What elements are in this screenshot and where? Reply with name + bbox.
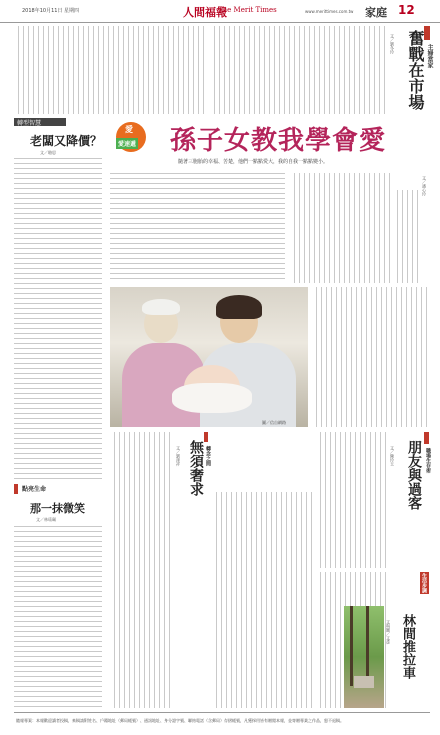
column-label: 生活步調 <box>421 573 427 593</box>
article-author: 文與圖／文彥 <box>386 620 391 644</box>
tree-trunk <box>350 606 353 686</box>
column-label: 主婦當家 <box>426 44 433 68</box>
article-title: 奮戰在市場 <box>406 30 425 110</box>
article-title: 林間推拉車 <box>400 614 415 679</box>
column-label: 點亮生命 <box>22 486 47 493</box>
footer-divider <box>14 712 430 713</box>
article-author: 文／劉冬玲 <box>390 34 395 54</box>
family-photo <box>110 287 308 427</box>
article-title: 老闆又降價？ <box>30 134 103 148</box>
article-body-text <box>210 26 385 114</box>
page-header <box>0 0 440 23</box>
tree-trunk <box>366 606 369 686</box>
grandfather-hair <box>142 299 180 315</box>
newspaper-logo: 人間福報 <box>183 6 227 19</box>
article-author: 文／陳玲玉 <box>390 446 395 466</box>
main-article-text-right <box>290 173 390 283</box>
badge-label: 愛速遞 <box>116 138 138 149</box>
badge-heart-label: 愛 <box>125 125 133 134</box>
article-title: 無須奢求 <box>188 440 204 496</box>
article-author: 文／駱思 <box>40 150 56 155</box>
article-body-text <box>14 158 102 480</box>
main-article-text-lower <box>312 287 430 427</box>
column-label: 轉念之間 <box>205 446 211 466</box>
main-article-text-upper <box>110 173 285 283</box>
push-cart <box>354 676 374 688</box>
forest-photo <box>344 606 384 708</box>
column-label: 職場生存術 <box>425 448 431 473</box>
article-author: 文／劉澤祥 <box>176 446 181 466</box>
previous-article-text <box>14 26 204 114</box>
main-article-author: 文／潘心玲 <box>422 176 427 196</box>
article-title: 那一抹微笑 <box>30 502 85 515</box>
article-title: 朋友與過客 <box>406 440 422 510</box>
column-tag <box>390 572 430 612</box>
page-number: 12 <box>398 3 415 17</box>
column-marker <box>424 432 429 444</box>
baby-blanket <box>172 383 252 413</box>
issue-date: 2018年10月11日 星期四 <box>22 8 80 14</box>
grandmother-hair <box>216 295 262 319</box>
feature-title: 孫子女教我學會愛 <box>170 126 387 156</box>
article-body-text <box>212 492 312 708</box>
feature-subtitle: 隨著三胞胎的幸福、苦楚，他們一點點愛大，我的自我一點點變小。 <box>178 159 329 165</box>
article-body-text <box>316 432 386 568</box>
website-url: www.merittimes.com.tw <box>305 9 354 14</box>
feature-banner <box>110 118 430 170</box>
article-body-text <box>14 526 102 708</box>
column-marker <box>14 484 18 494</box>
article-body-text-left <box>110 432 172 708</box>
article-author: 文／林瑤珮 <box>36 517 56 522</box>
column-label: 轉型智慧 <box>17 120 42 127</box>
section-name: 家庭 <box>365 6 387 19</box>
main-article-text-column <box>393 190 418 283</box>
footer-notice: 隨報專案：本報歡迎讀者投稿，來稿請附姓名、戶籍地址（郵局帳號）、通訊地址、身分證字號、聯絡電話（含郵局）存摺帳號，凡獲採用皆有贈閱本報，並寄贈專業之作品，恕不退稿。 <box>16 718 344 723</box>
newspaper-logo-english: The Merit Times <box>218 6 277 14</box>
photo-caption: 圖／信自網路 <box>262 420 286 425</box>
